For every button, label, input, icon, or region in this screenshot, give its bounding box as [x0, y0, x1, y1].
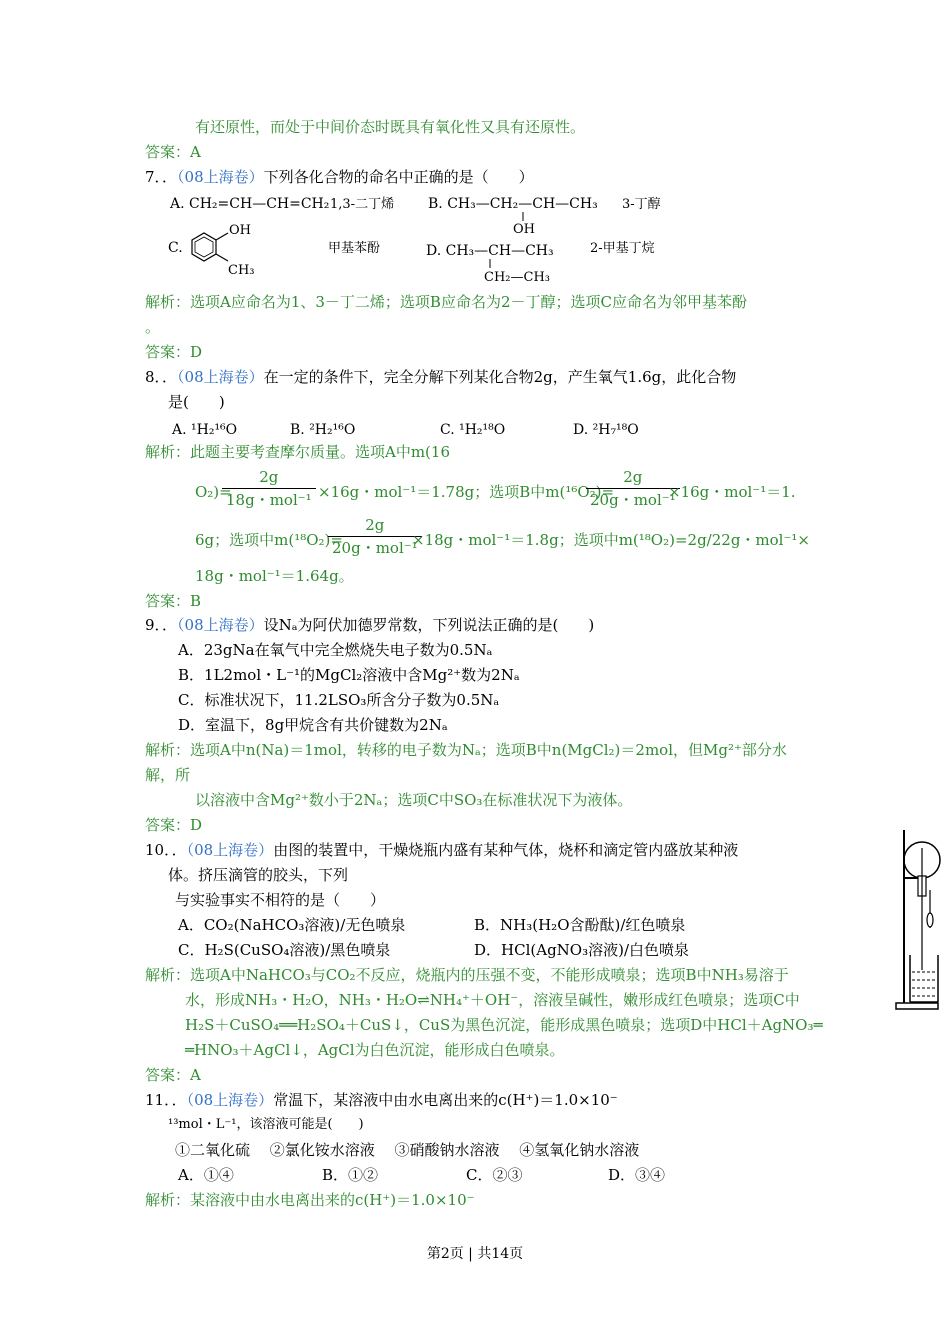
- q8-frac2-den: 20g・mol⁻¹: [590, 491, 676, 509]
- q9-source: （08上海卷）: [177, 616, 264, 634]
- fountain-apparatus-figure: [890, 820, 946, 1015]
- q9-opt-b: B．1L2mol・L⁻¹的MgCl₂溶液中含Mg²⁺数为2Nₐ: [178, 666, 520, 684]
- q8-source: （08上海卷）: [177, 368, 264, 386]
- q10-analysis-2: 水，形成NH₃・H₂O，NH₃・H₂O⇌NH₄⁺＋OH⁻，溶液呈碱性，嫩形成红色喷泉；选项C中: [185, 991, 800, 1009]
- q8-frac3-den: 20g・mol⁻¹: [332, 539, 418, 557]
- q11-opt-c: C．②③: [466, 1166, 523, 1184]
- q8-fraction-1: [222, 466, 316, 511]
- q7-optb-sub: OH: [513, 222, 535, 237]
- q10-analysis-3: H₂S＋CuSO₄══H₂SO₄＋CuS↓，CuS为黑色沉淀，能形成黑色喷泉；选项D中HCl＋AgNO₃═: [185, 1016, 823, 1034]
- q8-stem-line: [145, 367, 736, 387]
- q10-stem: 由图的装置中，干燥烧瓶内盛有某种气体，烧杯和滴定管内盛放某种液: [273, 841, 739, 859]
- q11-stem: 常温下，某溶液中由水电离出来的c(H⁺)＝1.0×10⁻: [273, 1091, 618, 1109]
- q11-stem-line: [145, 1090, 618, 1110]
- intro-line: 有还原性，而处于中间价态时既具有氧化性又具有还原性。: [195, 118, 586, 136]
- q7-stem: 下列各化合物的命名中正确的是（ ）: [263, 168, 534, 186]
- q10-stem-line: [145, 840, 738, 860]
- q9-opt-c: C．标准状况下，11.2LSO₃所含分子数为0.5Nₐ: [178, 691, 500, 709]
- q10-analysis-1: 解析：选项A中NaHCO₃与CO₂不反应，烧瓶内的压强不变，不能形成喷泉；选项B中NH₃易溶于: [145, 966, 789, 984]
- q8-num: 8．．: [145, 368, 178, 386]
- stand-base-icon: [896, 1003, 938, 1009]
- page-footer: 第2页 | 共14页: [426, 1246, 524, 1262]
- q8-fraction-2: [586, 466, 680, 511]
- q10-answer: 答案：A: [145, 1066, 201, 1084]
- q8-opt-d: D. ²H₇¹⁸O: [573, 422, 639, 438]
- q7-answer: 答案：D: [145, 343, 203, 361]
- q8-analysis-1: 解析：此题主要考查摩尔质量。选项A中m(16: [145, 443, 450, 461]
- q9-analysis-2: 解，所: [145, 766, 191, 784]
- q11-num: 11．．: [145, 1091, 187, 1109]
- q7-opta-name: 1,3-二丁烯: [330, 197, 395, 212]
- q8-frac1-den: 18g・mol⁻¹: [226, 491, 312, 509]
- q10-opt-d: D．HCl(AgNO₃溶液)/白色喷泉: [474, 941, 690, 959]
- q7-structures-figure: [160, 190, 680, 290]
- q7-source: （08上海卷）: [177, 168, 264, 186]
- q8-a3-pre: 6g；选项中m(¹⁸O₂)=: [195, 531, 343, 549]
- q9-answer: 答案：D: [145, 816, 203, 834]
- q8-fraction-3: [328, 514, 422, 559]
- q8-stem-2: 是( ): [168, 393, 225, 411]
- q11-opt-b: B．①②: [322, 1166, 379, 1184]
- q8-a4: 18g・mol⁻¹＝1.64g。: [195, 567, 354, 585]
- q10-analysis-4: ═HNO₃＋AgCl↓，AgCl为白色沉淀，能形成白色喷泉。: [185, 1041, 565, 1059]
- q7-optd-formula: D. CH₃—CH—CH₃: [426, 243, 554, 259]
- q7-opta-formula: A. CH₂=CH—CH=CH₂: [170, 196, 330, 212]
- q9-opt-a: A．23gNa在氧气中完全燃烧失电子数为0.5Nₐ: [178, 641, 493, 659]
- q8-frac1-num: 2g: [222, 466, 316, 489]
- q9-num: 9．．: [145, 616, 178, 634]
- q11-source: （08上海卷）: [186, 1091, 274, 1109]
- q10-opt-a: A．CO₂(NaHCO₃溶液)/无色喷泉: [178, 916, 406, 934]
- q7-optb-formula: B. CH₃—CH₂—CH—CH₃: [428, 196, 598, 212]
- q9-analysis-3: 以溶液中含Mg²⁺数小于2Nₐ；选项C中SO₃在标准状况下为液体。: [195, 791, 633, 809]
- q11-stem-2: ¹³mol・L⁻¹，该溶液可能是( ): [168, 1117, 364, 1132]
- q7-analysis-1: 解析：选项A应命名为1、3－丁二烯；选项B应命名为2－丁醇；选项C应命名为邻甲基苯酚: [145, 293, 747, 311]
- q9-opt-d: D．室温下，8g甲烷含有共价键数为2Nₐ: [178, 716, 448, 734]
- q7-analysis-2: 。: [145, 318, 161, 336]
- q8-opt-c: C. ¹H₂¹⁸O: [440, 422, 506, 438]
- q7-num: 7．．: [145, 168, 178, 186]
- q7-optd-name: 2-甲基丁烷: [590, 241, 655, 256]
- q7-optc-oh: OH: [229, 223, 251, 238]
- q7-optc-ch3: CH₃: [228, 263, 255, 278]
- q9-stem-line: [145, 615, 594, 635]
- q11-opt-a: A．①④: [178, 1166, 234, 1184]
- q10-stem-2: 体。挤压滴管的胶头，下列: [168, 866, 349, 884]
- q10-opt-c: C．H₂S(CuSO₄溶液)/黑色喷泉: [178, 941, 391, 959]
- q10-stem-3: 与实验事实不相符的是（ ）: [175, 891, 386, 909]
- q7-optb-name: 3-丁醇: [622, 197, 661, 212]
- q7-optd-sub: CH₂—CH₃: [484, 270, 550, 285]
- q7-stem-line: [145, 167, 534, 187]
- q9-analysis-1: 解析：选项A中n(Na)＝1mol，转移的电子数为Nₐ；选项B中n(MgCl₂)＝2mol，但Mg²⁺部分水: [145, 741, 787, 759]
- q11-opt-d: D．③④: [608, 1166, 666, 1184]
- q8-answer: 答案：B: [145, 592, 202, 610]
- q8-a2-post: ×16g・mol⁻¹＝1.: [668, 483, 796, 501]
- q8-frac2-num: 2g: [586, 466, 680, 489]
- q8-a2-pre: O₂)=: [195, 483, 232, 501]
- q10-num: 10．．: [145, 841, 187, 859]
- q8-a2-mid: ×16g・mol⁻¹＝1.78g；选项B中m(¹⁶O₂)=: [318, 483, 615, 501]
- q8-opt-b: B. ²H₂¹⁶O: [290, 422, 356, 438]
- q10-source: （08上海卷）: [186, 841, 274, 859]
- q10-opt-b: B．NH₃(H₂O含酚酞)/红色喷泉: [474, 916, 686, 934]
- q8-a3-post: ×18g・mol⁻¹＝1.8g；选项中m(¹⁸O₂)=2g/22g・mol⁻¹×: [412, 531, 810, 549]
- q11-items: ①二氧化硫 ②氯化铵水溶液 ③硝酸钠水溶液 ④氢氧化钠水溶液: [175, 1141, 640, 1159]
- q7-optc-label: C.: [168, 240, 183, 256]
- q8-frac3-num: 2g: [328, 514, 422, 537]
- q7-optc-name: 甲基苯酚: [328, 241, 381, 256]
- answer-6: 答案：A: [145, 143, 201, 161]
- q9-stem: 设Nₐ为阿伏加德罗常数，下列说法正确的是( ): [263, 616, 595, 634]
- q8-opt-a: A. ¹H₂¹⁶O: [172, 422, 238, 438]
- q8-stem: 在一定的条件下，完全分解下列某化合物2g，产生氧气1.6g，此化合物: [263, 368, 737, 386]
- q11-analysis-1: 解析：某溶液中由水电离出来的c(H⁺)＝1.0×10⁻: [145, 1191, 475, 1209]
